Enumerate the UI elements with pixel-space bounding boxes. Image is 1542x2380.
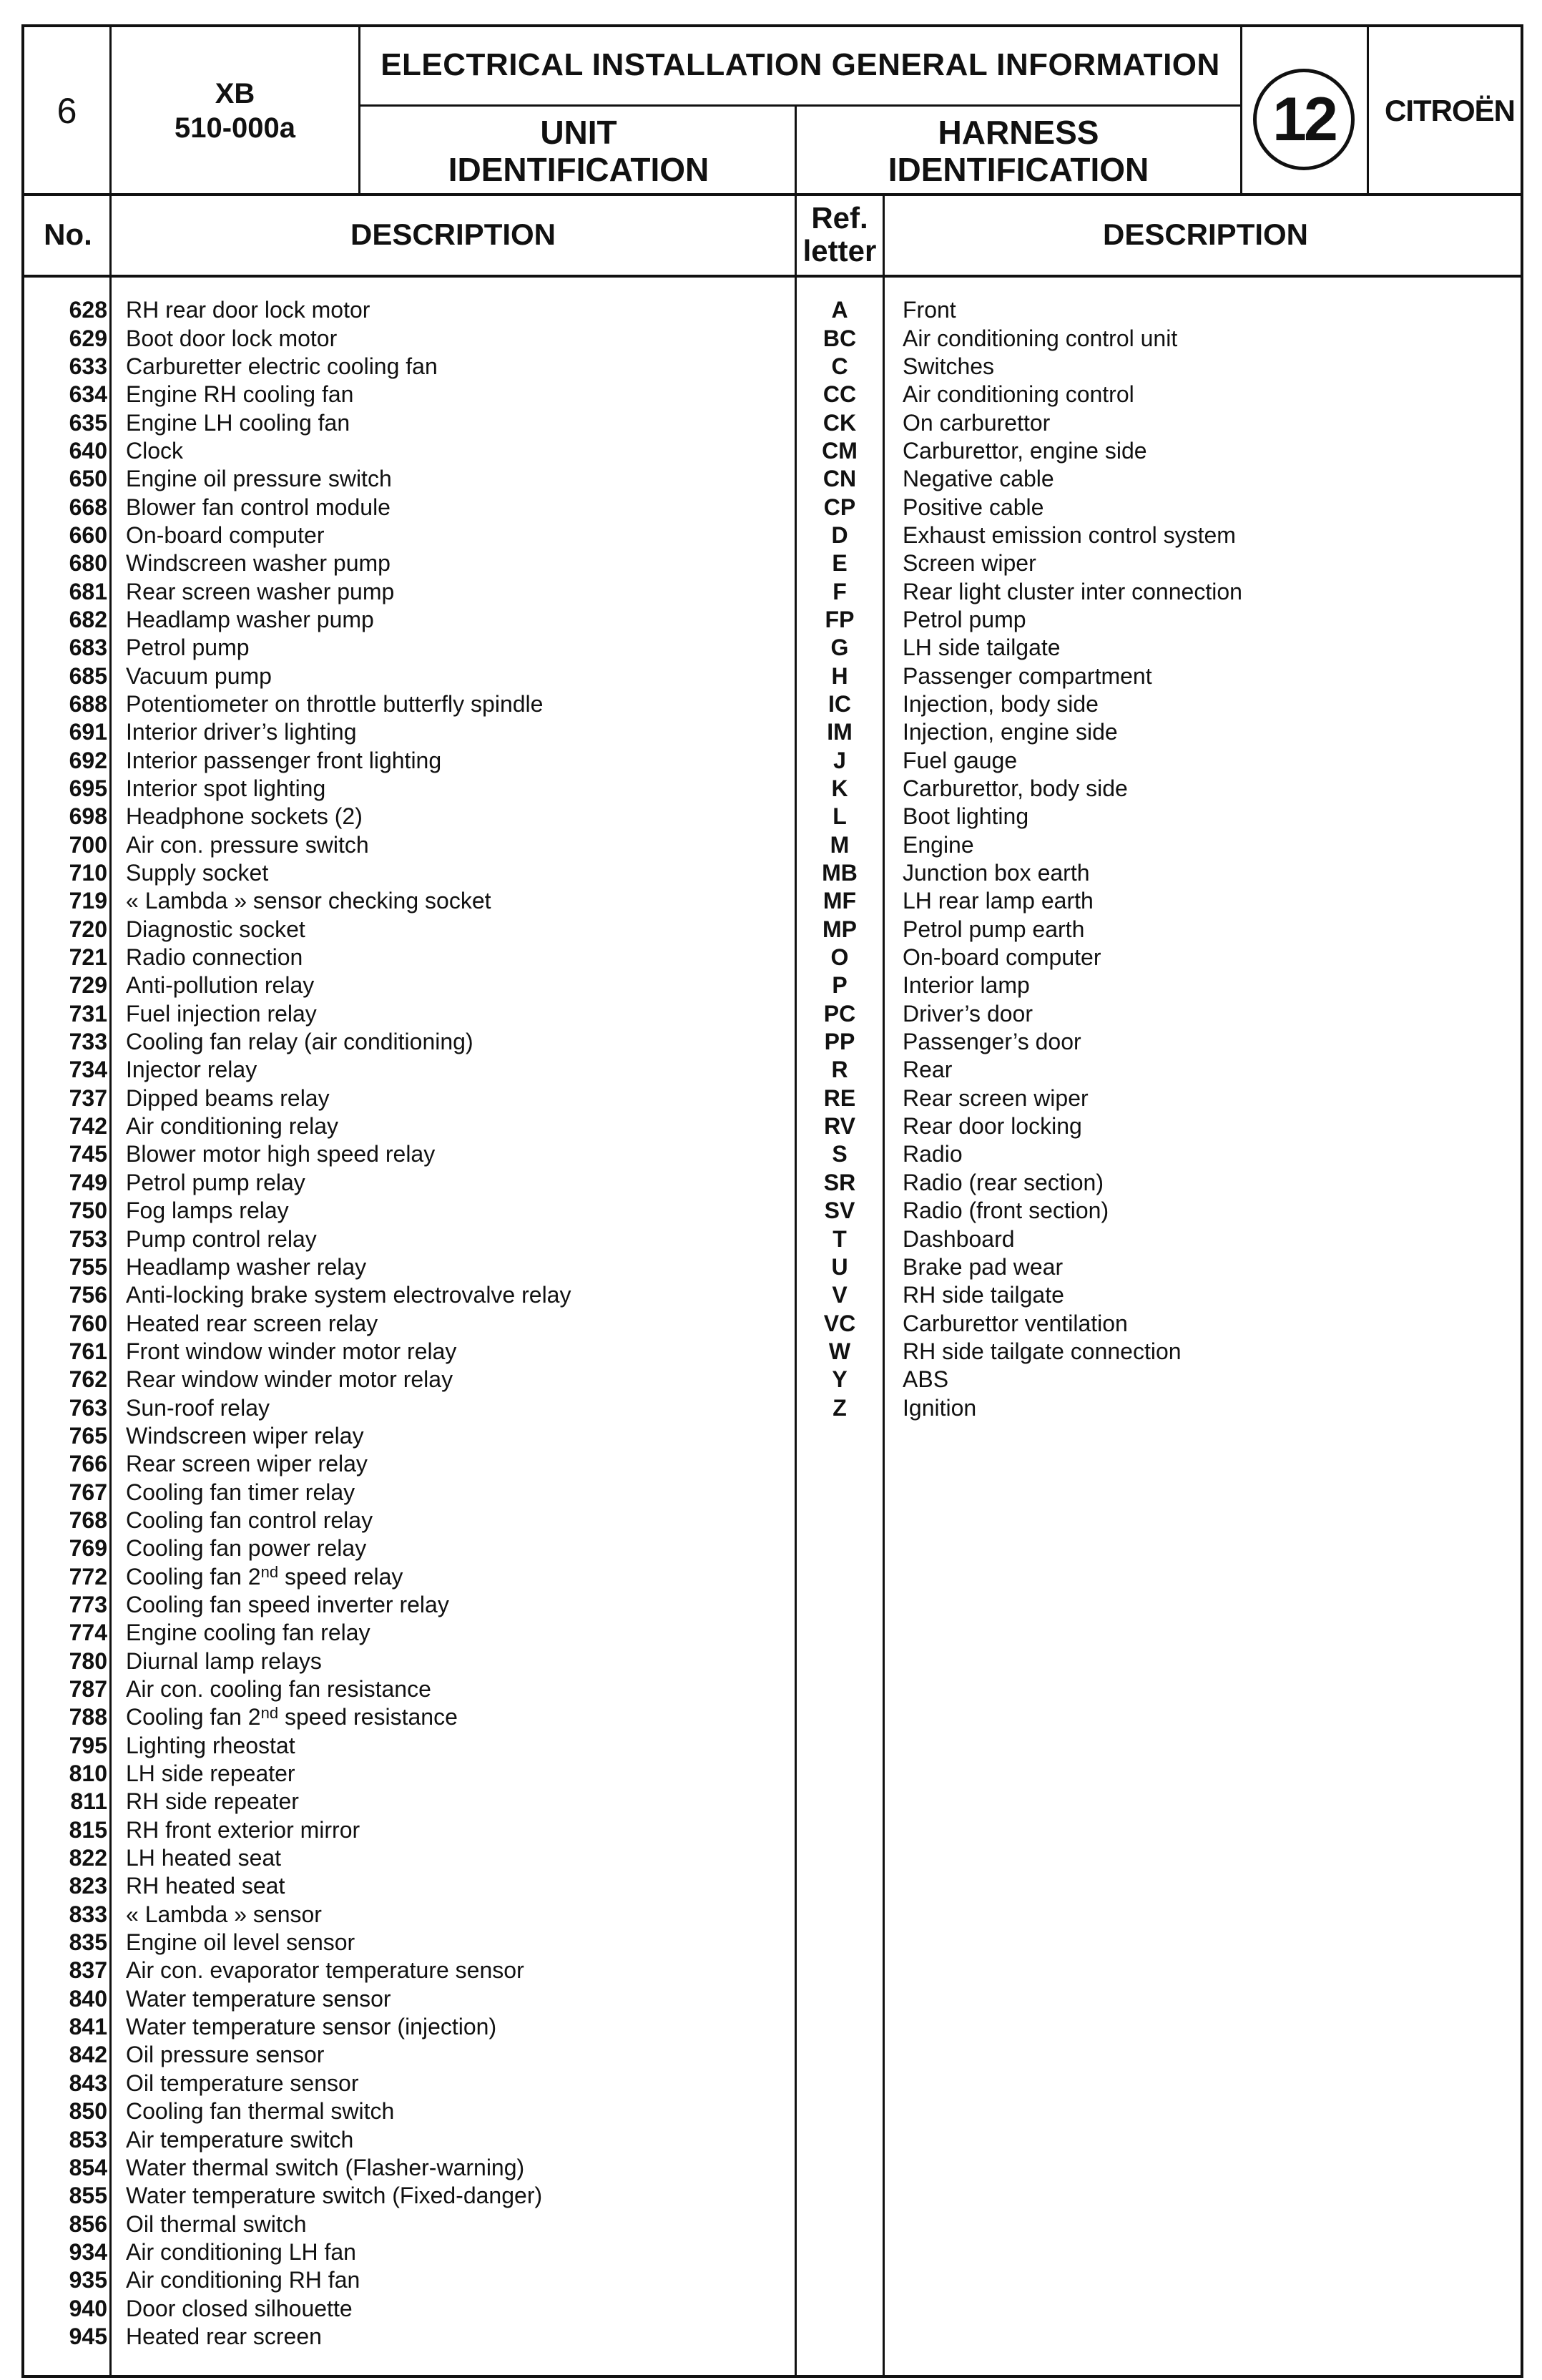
unit-description-part: speed resistance <box>278 1704 458 1730</box>
harness-ref-letter: D <box>831 521 848 548</box>
unit-number: 850 <box>69 2098 107 2125</box>
unit-description <box>126 1562 791 1590</box>
harness-ref-letter: L <box>833 803 847 830</box>
harness-description: Injection, engine side <box>903 719 1118 745</box>
harness-description: Carburettor, body side <box>903 775 1128 802</box>
harness-description: LH rear lamp earth <box>903 888 1094 914</box>
unit-description: Cooling fan power relay <box>126 1535 367 1562</box>
unit-number: 840 <box>69 1985 107 2012</box>
harness-ref-letter: CN <box>822 466 857 492</box>
unit-number: 640 <box>69 437 107 464</box>
unit-description: Water temperature sensor <box>126 1985 391 2012</box>
unit-number: 700 <box>69 831 107 858</box>
harness-description: Injection, body side <box>903 690 1099 717</box>
unit-number: 628 <box>69 297 107 323</box>
unit-description: Air con. pressure switch <box>126 831 369 858</box>
harness-description: Engine <box>903 831 974 858</box>
unit-number: 765 <box>69 1422 107 1449</box>
harness-ref-letter: V <box>832 1282 848 1308</box>
unit-description: Cooling fan relay (air conditioning) <box>126 1029 473 1055</box>
unit-description-part: speed relay <box>278 1563 403 1590</box>
title-divider <box>360 104 1240 107</box>
unit-description: « Lambda » sensor <box>126 1901 322 1927</box>
unit-number: 833 <box>69 1901 107 1927</box>
unit-number: 811 <box>70 1788 107 1815</box>
harness-description: RH side tailgate connection <box>903 1338 1182 1364</box>
no-column-rule <box>109 195 112 2378</box>
unit-description: RH front exterior mirror <box>126 1816 360 1843</box>
unit-number: 680 <box>69 550 107 577</box>
unit-number: 733 <box>69 1029 107 1055</box>
harness-ref-letter: F <box>833 578 847 604</box>
harness-description: Junction box earth <box>903 860 1090 886</box>
unit-number: 762 <box>69 1366 107 1393</box>
unit-number: 682 <box>69 606 107 632</box>
unit-number: 763 <box>69 1394 107 1421</box>
harness-description: Air conditioning control <box>903 381 1134 408</box>
harness-description: Carburettor ventilation <box>903 1310 1128 1336</box>
header-brand-rule <box>1367 27 1369 195</box>
harness-description: Rear screen wiper <box>903 1084 1089 1111</box>
document-code <box>112 27 360 195</box>
unit-description: Petrol pump <box>126 635 250 661</box>
harness-description: Dashboard <box>903 1225 1015 1252</box>
unit-number: 842 <box>69 2042 107 2068</box>
header-mid-rule <box>795 104 797 195</box>
unit-description-part: Cooling fan 2 <box>126 1563 261 1590</box>
harness-description: On-board computer <box>903 944 1101 971</box>
unit-description: Supply socket <box>126 860 269 886</box>
harness-ref-letter: K <box>831 775 848 802</box>
unit-number: 767 <box>69 1479 107 1505</box>
harness-description: Brake pad wear <box>903 1253 1064 1280</box>
harness-ref-list <box>797 296 883 1422</box>
ordinal-suffix: nd <box>260 1703 279 1722</box>
unit-description: Radio connection <box>126 944 303 971</box>
unit-number: 685 <box>69 662 107 689</box>
harness-description-list <box>903 296 1518 1422</box>
unit-number: 634 <box>69 381 107 408</box>
unit-description: « Lambda » sensor checking socket <box>126 888 491 914</box>
unit-number: 737 <box>69 1084 107 1111</box>
unit-identification-heading <box>360 107 797 195</box>
harness-ref-letter: C <box>831 353 848 379</box>
unit-description: Cooling fan speed inverter relay <box>126 1591 449 1617</box>
col-header-harness-description: DESCRIPTION <box>1102 217 1309 251</box>
unit-description: Dipped beams relay <box>126 1084 330 1111</box>
harness-description: Passenger compartment <box>903 662 1152 689</box>
unit-number-list <box>24 296 107 2351</box>
harness-ref-letter: S <box>832 1141 848 1167</box>
unit-description: Carburetter electric cooling fan <box>126 353 438 379</box>
harness-ref-letter: R <box>831 1057 848 1083</box>
unit-description: Windscreen washer pump <box>126 550 391 577</box>
unit-id-line2: IDENTIFICATION <box>448 151 709 188</box>
unit-number: 692 <box>69 747 107 773</box>
unit-description: Air con. evaporator temperature sensor <box>126 1957 524 1984</box>
unit-description: Diurnal lamp relays <box>126 1647 322 1674</box>
harness-description: Air conditioning control unit <box>903 325 1178 351</box>
harness-ref-letter: CP <box>823 494 856 520</box>
harness-description: Interior lamp <box>903 972 1030 999</box>
unit-number: 683 <box>69 635 107 661</box>
col-header-unit-description: DESCRIPTION <box>350 217 556 251</box>
unit-number: 815 <box>69 1816 107 1843</box>
harness-description: Petrol pump <box>903 606 1026 632</box>
page-title: ELECTRICAL INSTALLATION GENERAL INFORMATION <box>380 47 1220 82</box>
unit-number: 788 <box>69 1704 107 1730</box>
unit-number: 795 <box>69 1732 107 1758</box>
harness-description: Screen wiper <box>903 550 1036 577</box>
harness-description: Petrol pump earth <box>903 916 1085 942</box>
unit-description: Lighting rheostat <box>126 1732 295 1758</box>
unit-number: 780 <box>69 1647 107 1674</box>
unit-number: 855 <box>69 2183 107 2209</box>
document-sheet <box>21 24 1523 2378</box>
unit-description-list <box>126 296 791 2351</box>
unit-number: 731 <box>69 1000 107 1027</box>
harness-ref-letter: VC <box>823 1310 856 1336</box>
unit-number: 810 <box>69 1760 107 1787</box>
unit-number: 755 <box>69 1253 107 1280</box>
harness-ref-letter: CK <box>822 409 857 436</box>
unit-description: Water thermal switch (Flasher-warning) <box>126 2154 525 2180</box>
harness-description: Radio <box>903 1141 963 1167</box>
harness-identification-heading <box>797 107 1240 195</box>
unit-description-part: Cooling fan 2 <box>126 1704 261 1730</box>
unit-description: Interior driver’s lighting <box>126 719 357 745</box>
unit-description: Cooling fan thermal switch <box>126 2098 395 2125</box>
harness-ref-letter: E <box>832 550 848 577</box>
unit-description: Petrol pump relay <box>126 1169 305 1195</box>
harness-ref-letter: U <box>831 1253 848 1280</box>
unit-number: 756 <box>69 1282 107 1308</box>
unit-number: 760 <box>69 1310 107 1336</box>
harness-ref-letter: IM <box>827 719 853 745</box>
unit-description: Heated rear screen <box>126 2323 322 2349</box>
unit-number: 772 <box>69 1563 107 1590</box>
harness-description: Rear <box>903 1057 953 1083</box>
harness-ref-letter: CM <box>822 437 858 464</box>
harness-ref-letter: A <box>831 297 848 323</box>
unit-description: Rear window winder motor relay <box>126 1366 453 1393</box>
unit-description: Engine oil level sensor <box>126 1929 355 1956</box>
harness-ref-letter: H <box>831 662 848 689</box>
unit-number: 698 <box>69 803 107 830</box>
unit-number: 766 <box>69 1451 107 1477</box>
unit-number: 633 <box>69 353 107 379</box>
unit-description: Water temperature sensor (injection) <box>126 2014 497 2040</box>
unit-number: 945 <box>69 2323 107 2349</box>
harness-ref-letter: MB <box>822 860 858 886</box>
harness-ref-letter: P <box>832 972 848 999</box>
col-header-ref-letter <box>797 195 883 275</box>
ref-header-line1: Ref. <box>811 201 868 235</box>
unit-description: Interior spot lighting <box>126 775 326 802</box>
harness-ref-letter: RE <box>823 1084 856 1111</box>
unit-description: Interior passenger front lighting <box>126 747 442 773</box>
unit-number: 935 <box>69 2267 107 2293</box>
harness-ref-letter: CC <box>822 381 857 408</box>
harness-id-line1: HARNESS <box>938 114 1099 151</box>
unit-number: 720 <box>69 916 107 942</box>
unit-number: 823 <box>69 1873 107 1899</box>
unit-description: Engine LH cooling fan <box>126 409 350 436</box>
unit-description: RH heated seat <box>126 1873 285 1899</box>
unit-number: 688 <box>69 690 107 717</box>
unit-number: 854 <box>69 2154 107 2180</box>
unit-description: Sun-roof relay <box>126 1394 270 1421</box>
doc-code-line2: 510-000a <box>174 112 296 144</box>
unit-number: 749 <box>69 1169 107 1195</box>
page-number: 6 <box>24 27 112 195</box>
harness-description: Negative cable <box>903 466 1054 492</box>
harness-description: Fuel gauge <box>903 747 1018 773</box>
section-badge-cell <box>1240 27 1369 195</box>
unit-number: 719 <box>69 888 107 914</box>
harness-description: Passenger’s door <box>903 1029 1081 1055</box>
unit-number: 721 <box>69 944 107 971</box>
unit-number: 837 <box>69 1957 107 1984</box>
harness-description: Rear door locking <box>903 1113 1082 1140</box>
harness-ref-letter: SR <box>823 1169 856 1195</box>
harness-description: LH side tailgate <box>903 635 1061 661</box>
harness-description: Rear light cluster inter connection <box>903 578 1242 604</box>
ref-column-rule <box>883 195 885 2378</box>
harness-ref-letter: Z <box>833 1394 847 1421</box>
unit-number: 753 <box>69 1225 107 1252</box>
unit-description: Oil thermal switch <box>126 2210 307 2237</box>
unit-number: 629 <box>69 325 107 351</box>
unit-description: Rear screen wiper relay <box>126 1451 368 1477</box>
unit-description: Diagnostic socket <box>126 916 305 942</box>
harness-description: Boot lighting <box>903 803 1029 830</box>
harness-description: Driver’s door <box>903 1000 1033 1027</box>
unit-number: 734 <box>69 1057 107 1083</box>
unit-number: 650 <box>69 466 107 492</box>
unit-number: 853 <box>69 2126 107 2153</box>
harness-ref-letter: Y <box>832 1366 848 1393</box>
harness-description: Positive cable <box>903 494 1044 520</box>
unit-description: Door closed silhouette <box>126 2295 353 2321</box>
unit-description: Cooling fan timer relay <box>126 1479 355 1505</box>
unit-description: Rear screen washer pump <box>126 578 395 604</box>
unit-number: 660 <box>69 521 107 548</box>
harness-ref-letter: IC <box>828 690 851 717</box>
unit-description: Engine oil pressure switch <box>126 466 392 492</box>
harness-ref-letter: M <box>830 831 850 858</box>
unit-description: Fuel injection relay <box>126 1000 317 1027</box>
section-badge: 12 <box>1253 69 1355 170</box>
harness-ref-letter: PC <box>823 1000 856 1027</box>
unit-number: 695 <box>69 775 107 802</box>
unit-description: Oil pressure sensor <box>126 2042 325 2068</box>
harness-ref-letter: BC <box>822 325 857 351</box>
harness-description: Switches <box>903 353 995 379</box>
unit-description: Air conditioning LH fan <box>126 2238 356 2265</box>
unit-number: 681 <box>69 578 107 604</box>
unit-number: 841 <box>69 2014 107 2040</box>
unit-number: 787 <box>69 1676 107 1703</box>
unit-description: RH rear door lock motor <box>126 297 370 323</box>
harness-ref-letter: J <box>833 747 846 773</box>
unit-description: Headlamp washer pump <box>126 606 374 632</box>
harness-description: Ignition <box>903 1394 977 1421</box>
harness-description: Radio (front section) <box>903 1198 1109 1224</box>
unit-description: Water temperature switch (Fixed-danger) <box>126 2183 543 2209</box>
harness-description: Exhaust emission control system <box>903 521 1236 548</box>
harness-ref-letter: MF <box>822 888 857 914</box>
unit-description: Engine RH cooling fan <box>126 381 354 408</box>
unit-number: 835 <box>69 1929 107 1956</box>
unit-description: Headlamp washer relay <box>126 1253 367 1280</box>
unit-number: 635 <box>69 409 107 436</box>
harness-ref-letter: G <box>830 635 849 661</box>
unit-description: On-board computer <box>126 521 325 548</box>
unit-number: 710 <box>69 860 107 886</box>
unit-description: Blower fan control module <box>126 494 391 520</box>
unit-number: 774 <box>69 1620 107 1646</box>
unit-description: Pump control relay <box>126 1225 317 1252</box>
unit-description: Air temperature switch <box>126 2126 354 2153</box>
unit-description: Windscreen wiper relay <box>126 1422 364 1449</box>
harness-description: Carburettor, engine side <box>903 437 1147 464</box>
unit-number: 940 <box>69 2295 107 2321</box>
harness-ref-letter: MP <box>822 916 857 942</box>
harness-description: ABS <box>903 1366 949 1393</box>
unit-description: Clock <box>126 437 184 464</box>
ref-header-line2: letter <box>802 234 877 268</box>
column-header-rule <box>24 275 1523 278</box>
harness-ref-letter: O <box>830 944 849 971</box>
unit-number: 822 <box>69 1845 107 1871</box>
unit-description: Heated rear screen relay <box>126 1310 378 1336</box>
unit-description: Air conditioning RH fan <box>126 2267 360 2293</box>
harness-description: Front <box>903 297 956 323</box>
unit-description: Headphone sockets (2) <box>126 803 363 830</box>
unit-description: Cooling fan control relay <box>126 1507 373 1533</box>
unit-description: Anti-locking brake system electrovalve relay <box>126 1282 571 1308</box>
header-badge-rule <box>1240 27 1242 195</box>
unit-description: Air con. cooling fan resistance <box>126 1676 431 1703</box>
harness-ref-letter: SV <box>824 1198 855 1224</box>
unit-number: 742 <box>69 1113 107 1140</box>
unit-description <box>126 1703 791 1731</box>
unit-number: 768 <box>69 1507 107 1533</box>
unit-number: 729 <box>69 972 107 999</box>
harness-ref-letter: W <box>828 1338 851 1364</box>
doc-code-line1: XB <box>215 78 255 109</box>
unit-description: Boot door lock motor <box>126 325 338 351</box>
unit-number: 745 <box>69 1141 107 1167</box>
harness-id-line2: IDENTIFICATION <box>888 151 1149 188</box>
unit-description: Vacuum pump <box>126 662 272 689</box>
unit-number: 934 <box>69 2238 107 2265</box>
unit-description: Oil temperature sensor <box>126 2070 359 2096</box>
harness-ref-letter: RV <box>824 1113 855 1140</box>
unit-description: LH heated seat <box>126 1845 282 1871</box>
harness-description: On carburettor <box>903 409 1051 436</box>
unit-description: Injector relay <box>126 1057 257 1083</box>
unit-description: Blower motor high speed relay <box>126 1141 436 1167</box>
unit-number: 773 <box>69 1591 107 1617</box>
unit-description: LH side repeater <box>126 1760 295 1787</box>
harness-ref-letter: T <box>833 1225 847 1252</box>
unit-number: 691 <box>69 719 107 745</box>
harness-description: Radio (rear section) <box>903 1169 1104 1195</box>
unit-description: Anti-pollution relay <box>126 972 315 999</box>
brand-logo-text: CITROËN <box>1385 94 1515 127</box>
unit-number: 668 <box>69 494 107 520</box>
unit-number: 843 <box>69 2070 107 2096</box>
unit-description: Potentiometer on throttle butterfly spindle <box>126 690 544 717</box>
unit-id-line1: UNIT <box>540 114 617 151</box>
unit-description: Fog lamps relay <box>126 1198 289 1224</box>
harness-description: RH side tailgate <box>903 1282 1064 1308</box>
unit-description: RH side repeater <box>126 1788 299 1815</box>
unit-number: 761 <box>69 1338 107 1364</box>
unit-number: 750 <box>69 1198 107 1224</box>
harness-ref-letter: PP <box>824 1029 855 1055</box>
ordinal-suffix: nd <box>260 1563 279 1582</box>
unit-description: Engine cooling fan relay <box>126 1620 370 1646</box>
unit-number: 856 <box>69 2210 107 2237</box>
unit-number: 769 <box>69 1535 107 1562</box>
unit-description: Front window winder motor relay <box>126 1338 457 1364</box>
harness-ref-letter: FP <box>825 606 855 632</box>
col-header-no: No. <box>44 217 92 251</box>
unit-description: Air conditioning relay <box>126 1113 339 1140</box>
